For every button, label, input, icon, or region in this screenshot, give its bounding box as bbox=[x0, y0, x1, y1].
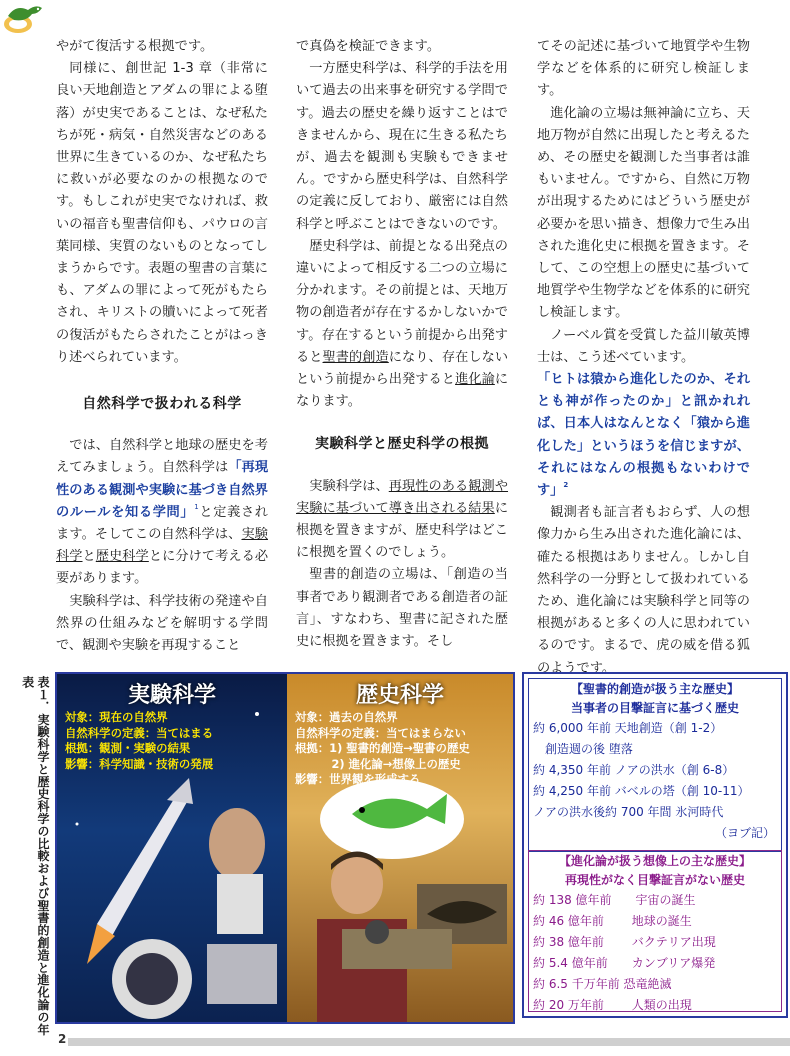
term-evolution: 進化論 bbox=[455, 372, 495, 388]
timeline-subtitle: 再現性がなく目撃証言がない歴史 bbox=[564, 873, 745, 887]
paragraph: 聖書的創造の立場は、「創造の当事者であり観測者である創造者の証言」、すなわち、聖書に記された歴史に根拠を置きます。そし bbox=[296, 567, 508, 650]
masukawa-quote bbox=[537, 369, 750, 502]
term-experimental-science: 実験科学 bbox=[56, 527, 268, 565]
timeline-row: （ヨブ記） bbox=[714, 826, 775, 840]
paragraph: 同様に、創世記 1-3 章（非常に良い天地創造とアダムの罪による堕落）が史実であることは、なぜ私たちが死・病気・自然災害などのある世界に生きているのか、なぜ私たちに救いが必要なのかの根拠なのです。もしこれが史実でなければ、救いの福音も聖書信仰も、パウロの言葉同様、実質のないものとなってしまうからです。表題の聖書の言葉にも、アダムの罪によって死がもたらされ、キリストの贖いによって死者の復活がもたらされたことがはっきり述べられています。 bbox=[56, 61, 268, 365]
column-1 bbox=[56, 36, 268, 657]
paragraph: やがて復活する根拠です。 bbox=[56, 39, 214, 54]
footer-rule bbox=[68, 1038, 790, 1046]
panel-line: 対象：現在の自然界 bbox=[65, 710, 168, 724]
column-3 bbox=[537, 36, 750, 680]
paragraph: 一方歴史科学は、科学的手法を用いて過去の出来事を研究する学問です。過去の歴史を繰り返すことはできませんから、現在に生きる私たちが、過去を観測も実験もできません。ですから歴史科学は、自然科学の定義に反しており、厳密には自然科学と呼ぶことはできないのです。 bbox=[296, 61, 508, 232]
timeline-row: 約 6.5 千万年前 恐竜絶滅 bbox=[533, 977, 672, 991]
timeline-box bbox=[522, 672, 788, 1018]
text: と定義されます。そしてこの自然科学は、 bbox=[56, 504, 268, 543]
panel-title: 歴史科学 bbox=[355, 683, 444, 708]
page-number: 2 bbox=[58, 1032, 67, 1046]
timeline-title: 【進化論が扱う想像上の主な歴史】 bbox=[558, 854, 751, 868]
timeline-row: 約 6,000 年前 天地創造（創 1-2） bbox=[533, 721, 723, 735]
dinosaur-logo-icon bbox=[2, 2, 46, 36]
timeline-row: 約 46 億年前 地球の誕生 bbox=[533, 914, 692, 928]
panel-line: 対象：過去の自然界 bbox=[295, 710, 398, 724]
timeline-subtitle: 当事者の目撃証言に基づく歴史 bbox=[570, 701, 739, 715]
comparison-figure bbox=[55, 672, 515, 1024]
text: に根拠を置きますが、歴史科学はどこに根拠を置くのでしょう。 bbox=[296, 500, 508, 561]
timeline-row: 約 4,250 年前 バベルの塔（創 10-11） bbox=[533, 784, 750, 798]
section-heading: 実験科学と歴史科学の根拠 bbox=[315, 436, 489, 453]
table-caption: 表１．実験科学と歴史科学の比較および聖書的創造と進化論の年表 bbox=[20, 676, 50, 1036]
timeline-row: 約 138 億年前 宇宙の誕生 bbox=[533, 893, 696, 907]
panel-line: 自然科学の定義：当てはまらない bbox=[295, 725, 466, 740]
timeline-title: 【聖書的創造が扱う主な歴史】 bbox=[570, 682, 739, 696]
panel-title: 実験科学 bbox=[127, 683, 216, 708]
term-biblical-creation: 聖書的創造 bbox=[322, 349, 389, 365]
text: と bbox=[82, 549, 96, 565]
timeline-row: ノアの洪水後約 700 年間 氷河時代 bbox=[533, 805, 724, 819]
creation-timeline bbox=[528, 678, 782, 852]
quote-text: 「ヒトは猿から進化したのか、それとも神が作ったのか」と訊かれれば、日本人はなんとなく「猿から進化した」というほうを信じますが、それにはなんの根拠もないわけです」 bbox=[537, 372, 750, 499]
term-historical-science: 歴史科学 bbox=[95, 549, 149, 565]
historical-science-panel bbox=[287, 674, 513, 1022]
text: になり、存在しないという前提から出発すると bbox=[296, 349, 509, 388]
paragraph bbox=[56, 435, 268, 590]
paragraph: 進化論の立場は無神論に立ち、天地万物が自然に出現したと考えるため、その歴史を観測した当事者は誰もいません。ですから、自然に万物が出現するためにはどういう歴史が必要かを思い描き、想像力で生み出された進化史に根拠を置きます。そして、この空想上の歴史に基づいて地質学や生物学などを体系的に研究し検証します。 bbox=[537, 105, 750, 321]
evolution-timeline bbox=[528, 850, 782, 1012]
panel-line: 2) 進化論→想像上の歴史 bbox=[331, 756, 461, 771]
text: になります。 bbox=[296, 372, 509, 410]
paragraph bbox=[296, 236, 508, 414]
section-heading: 自然科学で扱われる科学 bbox=[82, 396, 242, 413]
timeline-row: 約 38 億年前 バクテリア出現 bbox=[533, 935, 716, 949]
timeline-row: 約 20 万年前 人類の出現 bbox=[533, 998, 692, 1012]
timeline-row: 約 4,350 年前 ノアの洪水（創 6-8） bbox=[533, 763, 735, 777]
panel-lines bbox=[295, 710, 509, 788]
panel-line: 影響：科学知識・技術の発展 bbox=[65, 756, 214, 771]
timeline-row: 創造週の後 堕落 bbox=[533, 742, 633, 756]
text: 歴史科学は、前提となる出発点の違いによって相反する二つの立場に分かれます。その前提とは、天地万物の創造者が存在するかしないかです。存在するという前提から出発すると bbox=[296, 238, 508, 365]
paragraph: ノーベル賞を受賞した益川敏英博士は、こう述べています。 bbox=[537, 327, 750, 365]
experimental-science-panel bbox=[57, 674, 287, 1022]
text: 実験科学は、 bbox=[309, 478, 389, 494]
footnote-ref: 2 bbox=[563, 481, 569, 490]
definition-quote: 「再現性のある観測や実験に基づき自然界のルールを知る学問」 bbox=[56, 460, 269, 520]
footnote-ref: 1 bbox=[194, 502, 199, 511]
text: とに分けて考える必要があります。 bbox=[56, 549, 269, 587]
panel-line: 根拠：1) 聖書的創造→聖書の歴史 bbox=[295, 741, 470, 756]
panel-line: 影響：世界観を形成する bbox=[295, 772, 421, 787]
panel-line: 根拠：観測・実験の結果 bbox=[65, 741, 191, 756]
text: では、自然科学と地球の歴史を考えてみましょう。自然科学は bbox=[56, 438, 268, 476]
paragraph: 観測者も証言者もおらず、人の想像力から生み出された進化論には、確たる根拠はありません。しかし自然科学の一分野として扱われているため、進化論には実験科学と同等の根拠があると多くの人に思われているのです。まるで、虎の威を借る狐のようです。 bbox=[537, 505, 750, 676]
column-2 bbox=[296, 36, 508, 653]
timeline-row: 約 5.4 億年前 カンブリア爆発 bbox=[533, 956, 716, 970]
panel-lines bbox=[65, 710, 283, 772]
panel-line: 自然科学の定義：当てはまる bbox=[65, 725, 214, 740]
paragraph: てその記述に基づいて地質学や生物学などを体系的に研究し検証します。 bbox=[537, 39, 750, 99]
paragraph: で真偽を検証できます。 bbox=[296, 39, 441, 54]
paragraph: 実験科学は、科学技術の発達や自然界の仕組みなどを解明する学問で、観測や実験を再現すること bbox=[56, 593, 268, 654]
underlined-phrase: 再現性のある観測や実験に基づいて導き出される結果 bbox=[296, 478, 509, 516]
paragraph bbox=[296, 476, 508, 565]
